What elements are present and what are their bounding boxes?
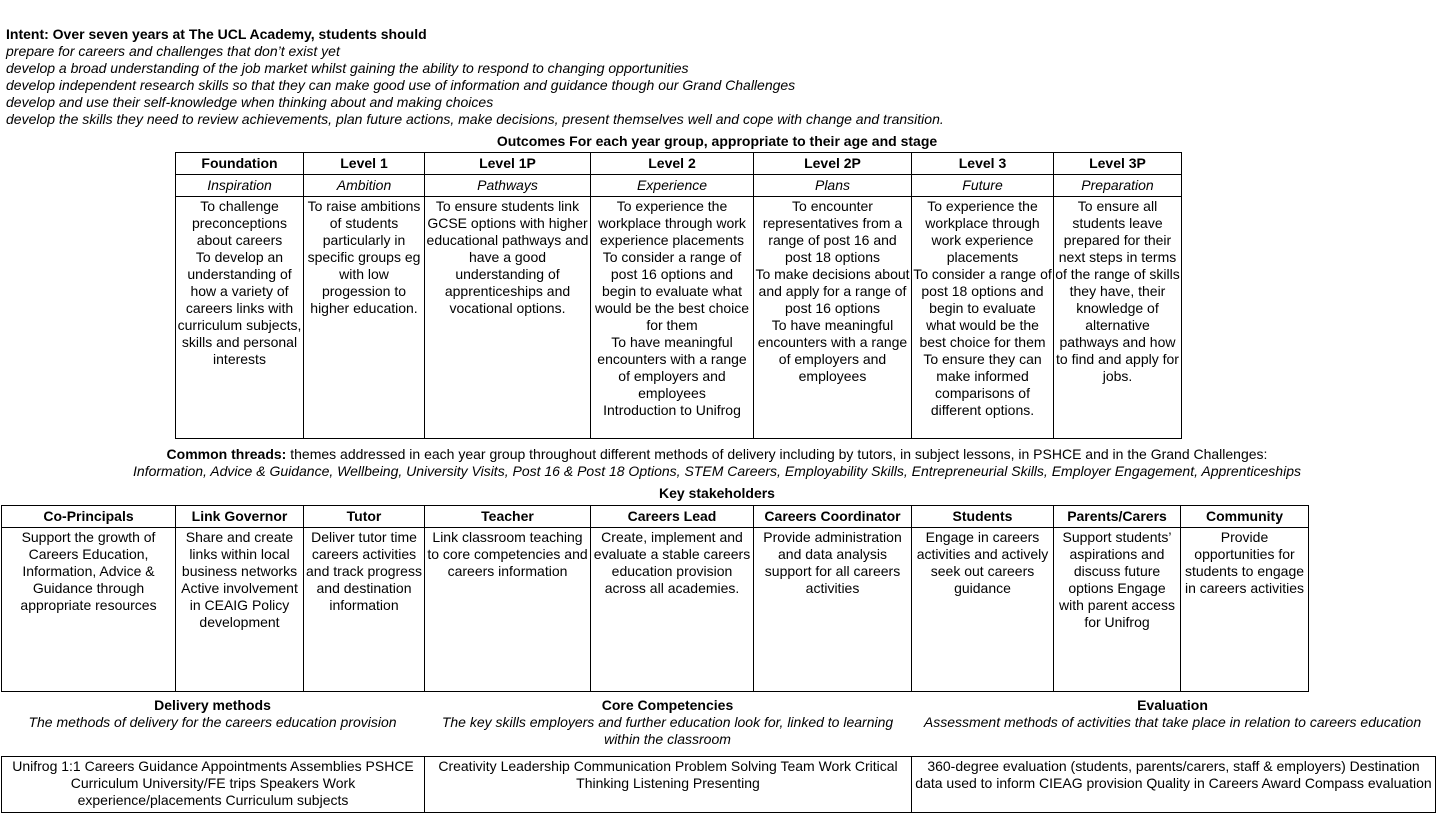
level-desc — [304, 197, 425, 439]
bottom-table — [1, 756, 1436, 813]
level-theme: Experience — [591, 175, 754, 197]
common-threads-text: themes addressed in each year group throughout different methods of delivery including by tutors, in subject lessons, in PSHCE and in the Grand Challenges: — [286, 446, 1268, 462]
competencies-subtitle: The key skills employers and further education look for, linked to learning within the classroom — [441, 714, 894, 747]
level-desc — [1054, 197, 1182, 439]
bottom-content-row — [2, 757, 1436, 813]
outcomes-level-row — [176, 153, 1182, 175]
intent-point: prepare for careers and challenges that don’t exist yet — [6, 43, 340, 59]
stakeholder-desc: Engage in careers activities and actively seek out careers guidance — [912, 528, 1054, 692]
level-desc-line: To challenge preconceptions about careers — [192, 198, 287, 248]
level-desc-line: Introduction to Unifrog — [603, 402, 741, 418]
stakeholders-desc-row — [2, 528, 1309, 692]
level-desc-line: To consider a range of post 18 options and begin to evaluate what would be the best choice for them — [913, 266, 1052, 350]
level-desc-line: To encounter representatives from a range of post 16 and post 18 options — [762, 198, 903, 265]
level-name: Level 2P — [754, 153, 912, 175]
level-desc-line: To have meaningful encounters with a range of employers and employees — [757, 317, 908, 384]
common-threads — [0, 446, 1434, 480]
delivery-header — [1, 697, 424, 731]
outcomes-theme-row — [176, 175, 1182, 197]
delivery-title: Delivery methods — [154, 697, 271, 713]
delivery-subtitle: The methods of delivery for the careers education provision — [28, 714, 397, 730]
intent-point: develop the skills they need to review achievements, plan future actions, make decisions, present themselves well and cope with change and transition. — [6, 111, 944, 127]
level-name: Level 1 — [304, 153, 425, 175]
competencies-content: Creativity Leadership Communication Problem Solving Team Work Critical Thinking Listening Presenting — [425, 757, 912, 813]
level-desc-line: To consider a range of post 16 options and begin to evaluate what would be the best choice for them — [594, 249, 750, 333]
evaluation-header — [911, 697, 1434, 731]
level-theme: Ambition — [304, 175, 425, 197]
stakeholder-role: Community — [1181, 506, 1309, 528]
stakeholder-role: Link Governor — [176, 506, 304, 528]
stakeholder-desc: Support students’ aspirations and discuss future options Engage with parent access for Unifrog — [1054, 528, 1181, 692]
competencies-title: Core Competencies — [601, 697, 734, 713]
level-desc-line: To experience the workplace through work experience placements — [925, 198, 1040, 265]
intent-point: develop a broad understanding of the job market whilst gaining the ability to respond to changing opportunities — [6, 60, 689, 76]
common-threads-label: Common threads: — [166, 446, 287, 462]
stakeholders-role-row — [2, 506, 1309, 528]
level-desc — [912, 197, 1054, 439]
outcomes-desc-row — [176, 197, 1182, 439]
level-desc-line: To ensure students link GCSE options with higher educational pathways and have a good understanding of apprenticeships and vocational options. — [426, 198, 589, 316]
level-desc-line: To have meaningful encounters with a range of employers and employees — [597, 334, 747, 401]
level-desc — [176, 197, 304, 439]
stakeholder-role: Teacher — [425, 506, 591, 528]
level-theme: Preparation — [1054, 175, 1182, 197]
level-desc-line: To develop an understanding of how a variety of careers links with curriculum subjects, skills and personal interests — [177, 249, 302, 367]
level-desc-line: To make decisions about and apply for a range of post 16 options — [755, 266, 910, 316]
stakeholder-role: Parents/Carers — [1054, 506, 1181, 528]
intent-point: develop independent research skills so that they can make good use of information and guidance though our Grand Challenges — [6, 77, 796, 93]
stakeholder-role: Tutor — [304, 506, 425, 528]
stakeholder-role: Co-Principals — [2, 506, 176, 528]
level-desc-line: To raise ambitions of students particularly in specific groups eg with low progession to higher education. — [307, 198, 421, 316]
level-theme: Pathways — [425, 175, 591, 197]
stakeholder-role: Students — [912, 506, 1054, 528]
intent-heading: Intent: Over seven years at The UCL Academy, students should — [6, 26, 427, 42]
competencies-header — [424, 697, 911, 748]
outcomes-title: Outcomes For each year group, appropriate to their age and stage — [496, 133, 938, 149]
level-name: Level 1P — [425, 153, 591, 175]
intent-section — [6, 26, 1426, 128]
stakeholder-desc: Create, implement and evaluate a stable careers education provision across all academies. — [591, 528, 754, 692]
level-theme: Plans — [754, 175, 912, 197]
level-theme: Future — [912, 175, 1054, 197]
level-name: Level 3 — [912, 153, 1054, 175]
stakeholders-table — [1, 505, 1309, 692]
stakeholder-desc: Deliver tutor time careers activities and track progress and destination information — [304, 528, 425, 692]
evaluation-title: Evaluation — [1137, 697, 1208, 713]
stakeholder-desc: Provide administration and data analysis support for all careers activities — [754, 528, 912, 692]
evaluation-content: 360-degree evaluation (students, parents/carers, staff & employers) Destination data used to inform CIEAG provision Quality in Careers Award Compass evaluation — [912, 757, 1436, 813]
delivery-content: Unifrog 1:1 Careers Guidance Appointments Assemblies PSHCE Curriculum University/FE trips Speakers Work experience/placements Curriculum subjects — [2, 757, 425, 813]
stakeholder-desc: Link classroom teaching to core competencies and careers information — [425, 528, 591, 692]
intent-point: develop and use their self-knowledge when thinking about and making choices — [6, 94, 494, 110]
evaluation-subtitle: Assessment methods of activities that take place in relation to careers education — [923, 714, 1422, 730]
level-name: Level 2 — [591, 153, 754, 175]
level-desc-line: To ensure they can make informed comparisons of different options. — [923, 351, 1042, 418]
level-desc-line: To experience the workplace through work experience placements — [598, 198, 746, 248]
level-desc-line: To ensure all students leave prepared for their next steps in terms of the range of skills they have, their knowledge of alternative pathways and how to find and apply for jobs. — [1055, 198, 1180, 384]
common-threads-list: Information, Advice & Guidance, Wellbeing, University Visits, Post 16 & Post 18 Options, STEM Careers, Employability Skills, Entrepreneurial Skills, Employer Engagement, Apprenticeships — [133, 463, 1301, 479]
outcomes-table — [175, 152, 1182, 439]
stakeholder-role: Careers Lead — [591, 506, 754, 528]
level-name: Foundation — [176, 153, 304, 175]
level-desc — [425, 197, 591, 439]
stakeholder-desc: Provide opportunities for students to engage in careers activities — [1181, 528, 1309, 692]
level-name: Level 3P — [1054, 153, 1182, 175]
level-desc — [591, 197, 754, 439]
stakeholders-title: Key stakeholders — [659, 485, 775, 501]
stakeholder-desc: Share and create links within local business networks Active involvement in CEAIG Policy development — [176, 528, 304, 692]
stakeholder-role: Careers Coordinator — [754, 506, 912, 528]
stakeholder-desc: Support the growth of Careers Education, Information, Advice & Guidance through appropriate resources — [2, 528, 176, 692]
level-theme: Inspiration — [176, 175, 304, 197]
level-desc — [754, 197, 912, 439]
